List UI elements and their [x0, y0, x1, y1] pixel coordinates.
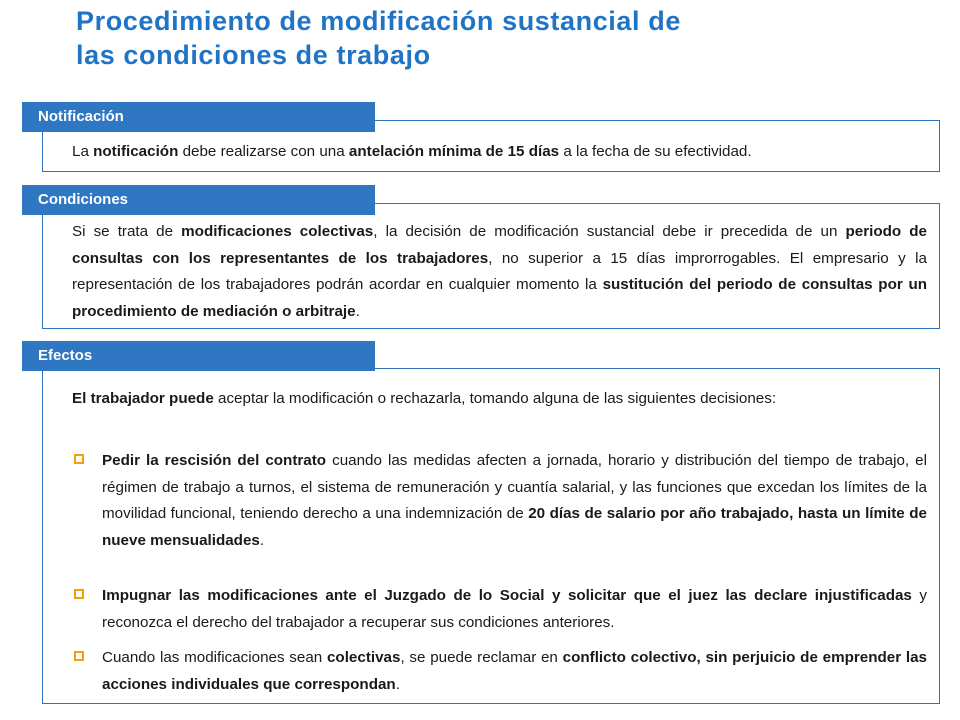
- bullet-text: [102, 645, 927, 698]
- bold-run: 20 días de salario por año trabajado, hasta un límite de nueve mensualidades: [102, 505, 927, 549]
- page-title-line-2: las condiciones de trabajo: [76, 40, 431, 70]
- condiciones-tab: Condiciones: [22, 185, 375, 215]
- text-run: aceptar la modificación o rechazarla, tomando alguna de las siguientes decisiones:: [213, 390, 777, 407]
- text-run: , se puede reclamar en: [400, 649, 563, 666]
- notificacion-text: [72, 139, 927, 166]
- checkbox-bullet-icon: [74, 589, 84, 599]
- efectos-bullet-1: [72, 448, 927, 554]
- page-title-line-1: Procedimiento de modificación sustancial de: [76, 6, 681, 36]
- text-run: Cuando las modificaciones sean: [102, 649, 327, 666]
- checkbox-bullet-icon: [74, 454, 84, 464]
- bold-run: antelación mínima de 15 días: [348, 143, 560, 160]
- efectos-tab: Efectos: [22, 341, 375, 371]
- text-run: cuando las medidas afecten a jornada, horario y distribución del tiempo de trabajo, el régimen de trabajo a turnos, el sistema de remuneración y cuantía salarial, y las funciones que excedan los límites de la movilidad funcional, teniendo derecho a una indemnización de: [102, 452, 927, 522]
- text-run: , no superior a 15 días improrrogables. El empresario y la representación de los trabajadores podrán acordar en cualquier momento la: [72, 249, 927, 293]
- bold-run: Pedir la rescisión del contrato: [102, 452, 327, 469]
- text-run: debe realizarse con una: [178, 143, 349, 160]
- bold-run: sustitución del periodo de consultas por un procedimiento de mediación o arbitraje: [72, 276, 927, 320]
- efectos-intro: [72, 386, 927, 413]
- notificacion-tab: Notificación: [22, 102, 375, 132]
- efectos-bullet-2: [72, 583, 927, 636]
- bold-run: conflicto colectivo, sin perjuicio de emprender las acciones individuales que correspondan: [102, 649, 928, 693]
- bullet-text: [102, 448, 927, 554]
- efectos-bullet-3: [72, 645, 927, 698]
- bullet-text: [102, 583, 927, 636]
- bold-run: El trabajador puede: [72, 390, 214, 407]
- text-run: a la fecha de su efectividad.: [559, 143, 752, 160]
- bold-run: modificaciones colectivas: [181, 223, 374, 240]
- text-run: .: [259, 531, 265, 549]
- text-run: Si se trata de: [72, 223, 182, 240]
- text-run: .: [355, 302, 360, 320]
- condiciones-text: [72, 219, 927, 325]
- bold-run: colectivas: [326, 649, 401, 666]
- checkbox-bullet-icon: [74, 651, 84, 661]
- bold-run: Impugnar las modificaciones ante el Juzgado de lo Social y solicitar que el juez las declare injustificadas: [102, 587, 912, 604]
- bold-run: periodo de consultas con los representantes de los trabajadores: [72, 223, 927, 267]
- text-run: , la decisión de modificación sustancial debe ir precedida de un: [373, 223, 846, 240]
- bold-run: notificación: [93, 143, 179, 160]
- text-run: La: [72, 143, 94, 160]
- text-run: .: [395, 675, 400, 693]
- page-title: [76, 4, 936, 72]
- text-run: y reconozca el derecho del trabajador a recuperar sus condiciones anteriores.: [102, 587, 927, 631]
